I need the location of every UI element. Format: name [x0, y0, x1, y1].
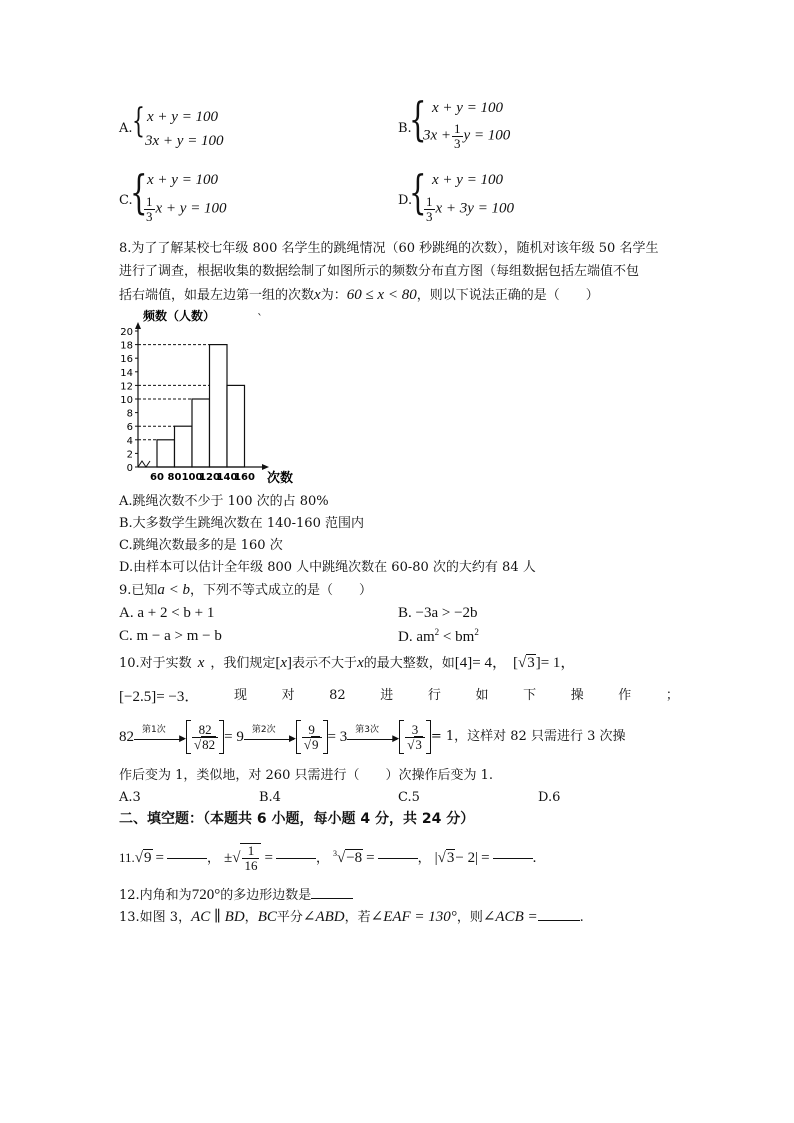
brace: { — [409, 165, 427, 219]
q9-option-d: D. $am^2 < bm^2$ — [398, 627, 479, 645]
y-tick-label: 12 — [120, 381, 133, 393]
y-tick-label: 10 — [120, 395, 133, 406]
y-tick-label: 6 — [126, 422, 133, 434]
frequency-histogram — [115, 306, 295, 486]
y-tick-label: 16 — [120, 354, 133, 366]
q9-option-b: B. −3a > −2b — [398, 605, 478, 621]
arrow-step-3: 第3次 ▶ — [347, 730, 399, 744]
histogram-bar — [157, 440, 175, 467]
q8-line-1: 8.为了了解某校七年级 800 名学生的跳绳情况（60 秒跳绳的次数），随机对该年级 50 名学生 — [119, 241, 659, 256]
equation-line-2: 3x + $\frac{1}{3}$ y = 100 — [423, 121, 511, 151]
q8-option-d: D.由样本可以估计全年级 800 人中跳绳次数在 60-80 次的大约有 84 人 — [119, 560, 536, 575]
equation-line-1: x + y = 100 — [147, 109, 219, 125]
x-tick-label: 120 — [199, 472, 220, 483]
x-tick-label: 140 — [216, 472, 238, 483]
histogram-bar — [227, 385, 245, 467]
answer-blank — [378, 857, 418, 859]
histogram-bar — [210, 345, 228, 467]
arrow-step-1: 第1次 ▶ — [134, 730, 186, 744]
q10-line-4: 作后变为 1，类似地，对 260 只需进行（ ）次操作后变为 1. — [119, 768, 494, 783]
q10-option-c: C.5 — [398, 790, 420, 805]
y-tick-label: 2 — [126, 449, 133, 461]
q9-stem: 9.已知a < b，下列不等式成立的是（ ） — [119, 582, 373, 598]
x-tick-label: 100 — [181, 472, 203, 483]
y-tick-label: 0 — [126, 463, 133, 474]
y-tick-label: 8 — [126, 408, 133, 420]
q10-option-d: D.6 — [538, 790, 561, 805]
q10-line-2: [−2.5]= −3． 现 对 82 进 行 如 下 操 作 ； — [119, 688, 679, 705]
brace: { — [409, 92, 427, 146]
x-tick-label: 60 — [150, 472, 164, 483]
q11-line: 11. √9 = ， ± √ $\frac{1}{16}$ = ， $^3$√−8 = ， |√3− 2| = . — [119, 843, 537, 873]
q13-line: 13.如图 3，AC ∥ BD，BC平分∠ABD，若∠EAF = 130°，则∠ACB = . — [119, 909, 584, 925]
q8-line-2: 进行了调查，根据收集的数据绘制了如图所示的频数分布直方图（每组数据包括左端值不包 — [119, 264, 640, 279]
q10-option-a: A.3 — [119, 790, 141, 805]
answer-blank — [167, 857, 207, 859]
answer-blank — [311, 897, 353, 899]
q10-line-1: 10.对于实数 x ，我们规定[x]表示不大于x的最大整数，如[4]= 4， [√3]= 1， — [119, 655, 576, 671]
equation-line-2: 3x + y = 100 — [145, 133, 224, 149]
x-tick-label: 160 — [234, 472, 255, 483]
axis-break — [138, 461, 150, 467]
q10-operation-chain: 82 第1次 ▶ $\frac{82}{√82}$ = 9 第2次 ▶ $\frac{9}{√9}$ = 3 第3次 ▶ $\frac{3}{√3}$ = 1，这样对 82 只需进行 3 次操 — [119, 720, 626, 754]
equation-line-1: x + y = 100 — [432, 100, 504, 116]
arrow-step-2: 第2次 ▶ — [244, 730, 296, 744]
q10-option-b: B.4 — [259, 790, 281, 805]
q12-line: 12.内角和为720°的多边形边数是 — [119, 886, 353, 904]
equation-line-1: x + y = 100 — [432, 172, 504, 188]
x-axis-label: 次数 — [267, 471, 294, 486]
q8-option-c: C.跳绳次数最多的是 160 次 — [119, 538, 283, 553]
option-label: D. — [398, 193, 413, 208]
x-axis-arrow — [262, 464, 269, 470]
q8-option-b: B.大多数学生跳绳次数在 140-160 范围内 — [119, 516, 364, 531]
equation-line-2: $\frac{1}{3}$ x + 3y = 100 — [426, 194, 515, 224]
q9-option-c: C. m − a > m − b — [119, 628, 222, 644]
answer-blank — [538, 919, 580, 921]
q9-option-a: A. a + 2 < b + 1 — [119, 605, 215, 621]
answer-blank — [493, 857, 533, 859]
equation-line-2: $\frac{1}{3}$ x + y = 100 — [146, 194, 227, 224]
option-label: A. — [119, 121, 133, 136]
histogram-bar — [175, 426, 193, 467]
q8-line-3: 括右端值，如最左边第一组的次数x为：60 ≤ x < 80，则以下说法正确的是（ ） — [119, 287, 599, 303]
x-tick-label: 80 — [167, 472, 182, 483]
q8-option-a: A.跳绳次数不少于 100 次的占 80% — [119, 494, 329, 509]
option-label: B. — [398, 121, 412, 136]
y-tick-label: 14 — [120, 367, 133, 379]
y-tick-label: 18 — [120, 340, 133, 352]
brace: { — [132, 101, 145, 141]
y-axis-label: 频数（人数） — [143, 309, 216, 323]
brace: { — [130, 165, 148, 219]
stray-mark: ˋ — [257, 312, 263, 326]
y-axis-arrow — [135, 322, 141, 329]
histogram-bar — [192, 399, 210, 467]
y-tick-label: 20 — [120, 327, 133, 338]
option-label: C. — [119, 193, 133, 208]
equation-line-1: x + y = 100 — [147, 172, 219, 188]
y-tick-label: 4 — [126, 435, 133, 447]
answer-blank — [276, 857, 316, 859]
section-title: 二、填空题：（本题共 6 小题，每小题 4 分，共 24 分） — [119, 811, 475, 827]
